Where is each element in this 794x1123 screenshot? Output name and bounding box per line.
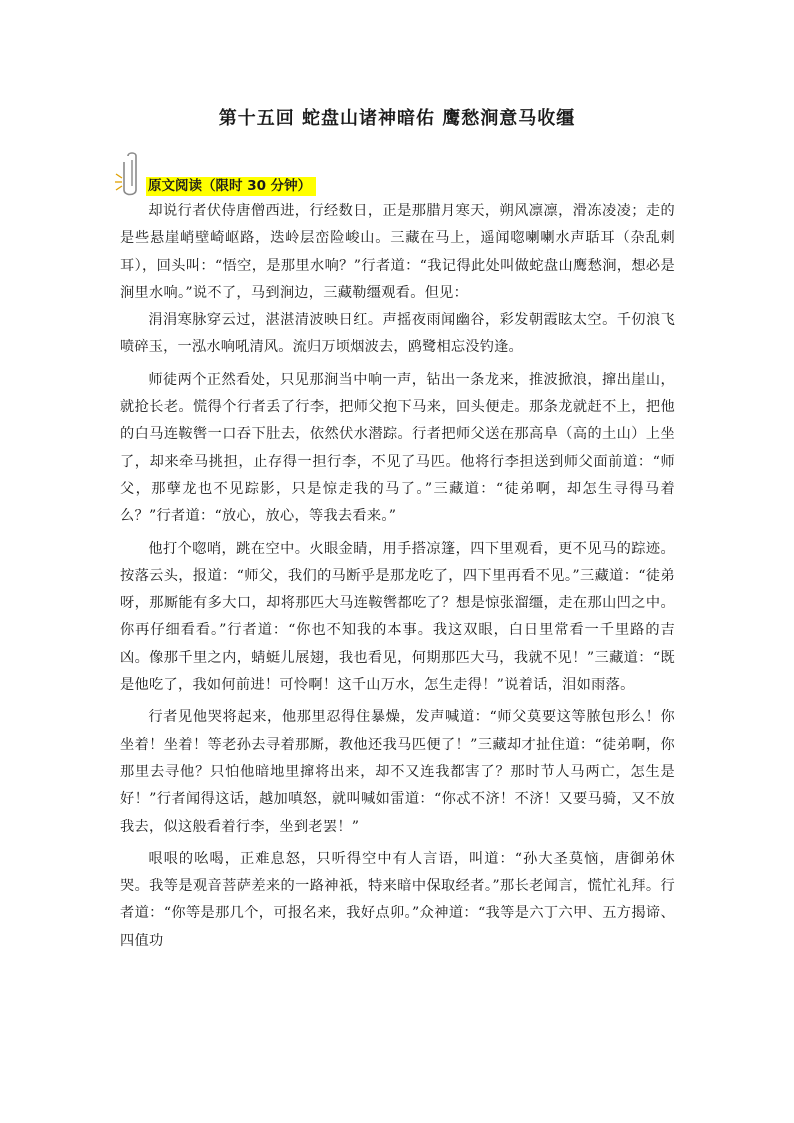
paragraph-6: 哏哏的吆喝，正难息怒，只听得空中有人言语，叫道：“孙大圣莫恼，唐御弟休哭。我等是观音菩萨差来的一路神祇，特来暗中保取经者。”那长老闻言，慌忙礼拜。行者道：“你等是那几个，可报名来，我好点卯。”众神道：“我等是六丁六甲、五方揭谛、四值功 xyxy=(120,850,675,949)
section-label: 原文阅读（限时 30 分钟） xyxy=(146,177,316,196)
article-body xyxy=(120,198,675,955)
section-header xyxy=(112,150,352,200)
paragraph-4: 他打个唿哨，跳在空中。火眼金睛，用手搭凉篷，四下里观看，更不见马的踪迹。按落云头，报道：“师父，我们的马断乎是那龙吃了，四下里再看不见。”三藏道：“徒弟呀，那厮能有多大口，却将那匹大马连鞍辔都吃了？想是惊张溜缰，走在那山凹之中。你再仔细看看。”行者道：“你也不知我的本事。我这双眼，白日里常看一千里路的吉凶。像那千里之内，蜻蜓儿展翅，我也看见，何期那匹大马，我就不见！”三藏道：“既是他吃了，我如何前进！可怜啊！这千山万水，怎生走得！”说着话，泪如雨落。 xyxy=(120,540,675,694)
paragraph-3: 师徒两个正然看处，只见那涧当中响一声，钻出一条龙来，推波掀浪，撺出崖山，就抢长老。慌得个行者丢了行李，把师父抱下马来，回头便走。那条龙就赶不上，把他的白马连鞍辔一口吞下肚去，依然伏水潜踪。行者把师父送在那高阜（高的土山）上坐了，却来牵马挑担，止存得一担行李，不见了马匹。他将行李担送到师父面前道：“师父，那孽龙也不见踪影，只是惊走我的马了。”三藏道：“徒弟啊，却怎生寻得马着么？”行者道：“放心，放心，等我去看来。” xyxy=(120,371,675,525)
paragraph-5: 行者见他哭将起来，他那里忍得住暴燥，发声喊道：“师父莫要这等脓包形么！你坐着！坐着！等老孙去寻着那厮，教他还我马匹便了！”三藏却才扯住道：“徒弟啊，你那里去寻他？只怕他暗地里撺将出来，却不又连我都害了？那时节人马两亡，怎生是好！”行者闻得这话，越加嗔怒，就叫喊如雷道：“你忒不济！不济！又要马骑，又不放我去，似这般看着行李，坐到老罢！” xyxy=(120,709,675,835)
page-title: 第十五回 蛇盘山诸神暗佑 鹰愁涧意马收缰 xyxy=(218,108,576,129)
paragraph-poem: 涓涓寒脉穿云过，湛湛清波映日红。声摇夜雨闻幽谷，彩发朝霞眩太空。千仞浪飞喷碎玉，一泓水响吼清风。流归万顷烟波去，鸥鹭相忘没钓逢。 xyxy=(120,312,675,356)
paragraph-1: 却说行者伏侍唐僧西进，行经数日，正是那腊月寒天，朔风凛凛，滑冻凌凌；走的是些悬崖峭壁崎岖路，迭岭层峦险峻山。三藏在马上，遥闻唿喇喇水声聒耳（杂乱刺耳），回头叫：“悟空，是那里水响？”行者道：“我记得此处叫做蛇盘山鹰愁涧，想必是涧里水响。”说不了，马到涧边，三藏勒缰观看。但见： xyxy=(120,203,675,301)
